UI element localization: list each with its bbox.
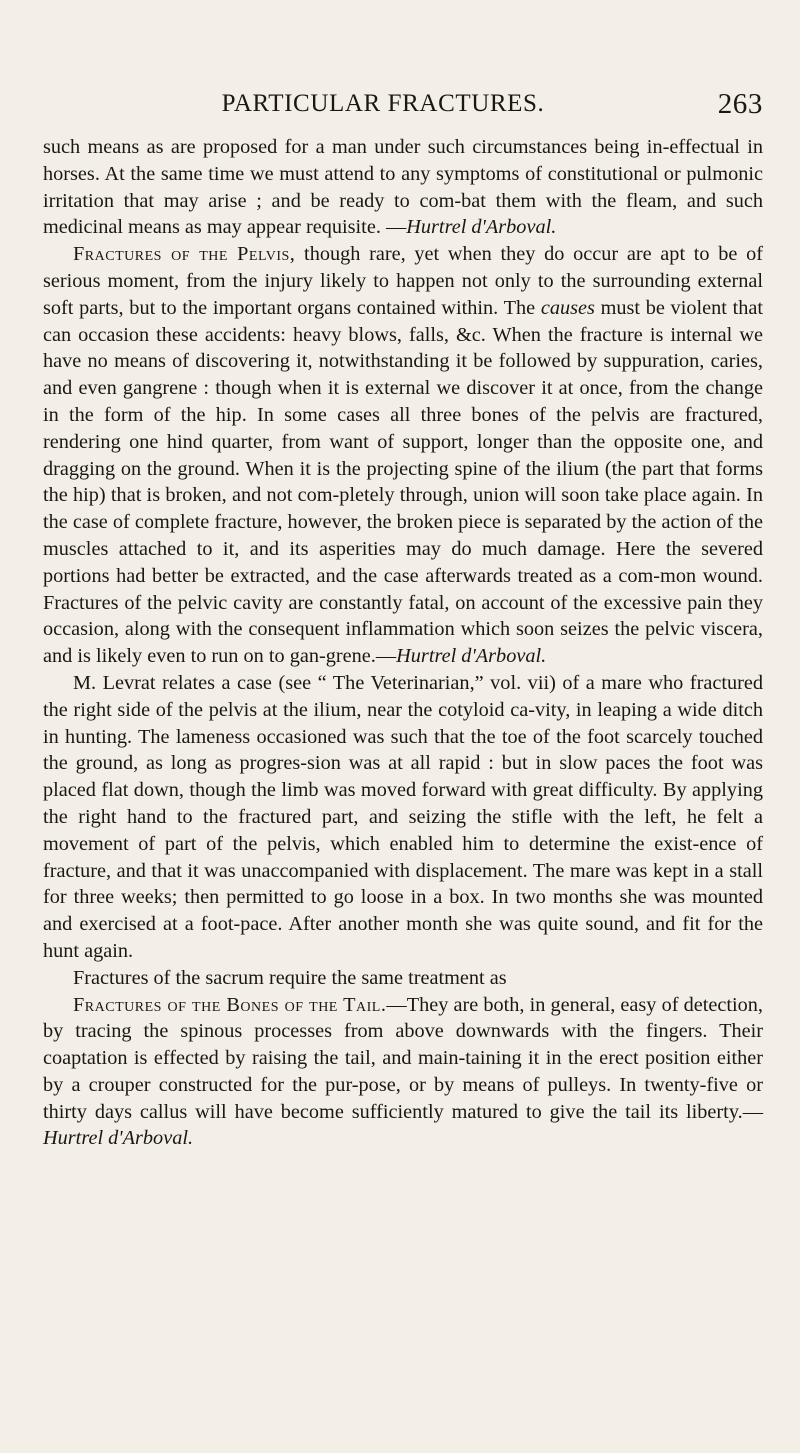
emphasis: causes	[540, 296, 595, 319]
citation: Hurtrel d'Arboval.	[396, 645, 547, 668]
paragraph-text: M. Levrat relates a case (see “ The Veterinarian,” vol. vii) of a mare who fractured the right side of the pelvis at the ilium, near the cotyloid ca-vity, in leaping a wide ditch in hunting. The lameness occasioned was such that the toe of the foot scarcely touched the ground, as long as progres-sion was at all rapid : but in slow paces the foot was placed flat down, though the limb was moved forward with great difficulty. By applying the right hand to the fractured part, and seizing the stifle with the left, he felt a movement of part of the pelvis, which enabled him to determine the exist-ence of fracture, and that it was unaccompanied with displacement. The mare was kept in a stall for three weeks; then permitted to go loose in a box. In two months she was mounted and exercised at a foot-pace. After another month she was quite sound, and fit for the hunt again.	[43, 671, 763, 962]
page-number: 263	[717, 88, 763, 120]
paragraph-fractures-tail	[43, 992, 763, 1153]
body-text	[43, 134, 763, 1152]
citation: Hurtrel d'Arboval.	[406, 216, 557, 239]
paragraph-levrat-case	[43, 670, 763, 965]
section-lead: Fractures of the Pelvis,	[73, 243, 296, 266]
running-head: PARTICULAR FRACTURES.	[221, 90, 545, 117]
paragraph-fractures-pelvis	[43, 241, 763, 670]
paragraph-continuation	[43, 134, 763, 241]
paragraph-sacrum	[43, 965, 763, 992]
paragraph-text-2: must be violent that can occasion these accidents: heavy blows, falls, &c. When the fracture is internal we have no means of discovering it, notwithstanding it be followed by suppuration, caries, and even gangrene : though when it is external we discover it at once, from the change in the form of the hip. In some cases all three bones of the pelvis are fractured, rendering one hind quarter, from want of support, longer than the opposite one, and dragging on the ground. When it is the projecting spine of the ilium (the part that forms the hip) that is broken, and not com-pletely through, union will soon take place again. In the case of complete fracture, however, the broken piece is separated by the action of the muscles attached to it, and its asperities may do much damage. Here the severed portions had better be extracted, and the case afterwards treated as a com-mon wound. Fractures of the pelvic cavity are constantly fatal, on account of the excessive pain they occasion, along with the consequent inflammation which soon seizes the pelvic viscera, and is likely even to run on to gan-grene.—	[43, 296, 763, 668]
book-page	[43, 90, 763, 1152]
paragraph-text: —They are both, in general, easy of detection, by tracing the spinous processes from above downwards with the fingers. Their coaptation is effected by raising the tail, and main-taining it in the erect position either by a crouper constructed for the pur-pose, or by means of pulleys. In twenty-five or thirty days callus will have become sufficiently matured to give the tail its liberty.—	[43, 993, 763, 1123]
citation: Hurtrel d'Arboval.	[43, 1127, 194, 1150]
paragraph-text: such means as are proposed for a man under such circumstances being in-effectual in horses. At the same time we must attend to any symptoms of constitutional or pulmonic irritation that may arise ; and be ready to com-bat them with the fleam, and such medicinal means as may appear requisite. —	[43, 136, 763, 239]
paragraph-text: though rare, yet when they do occur are apt to be of serious moment, from the injury likely to happen not only to the surrounding external soft parts, but to the important organs contained within. The	[43, 243, 764, 319]
page-header	[43, 90, 763, 134]
section-lead: Fractures of the Bones of the Tail.	[73, 993, 387, 1016]
paragraph-text: Fractures of the sacrum require the same treatment as	[73, 966, 507, 989]
